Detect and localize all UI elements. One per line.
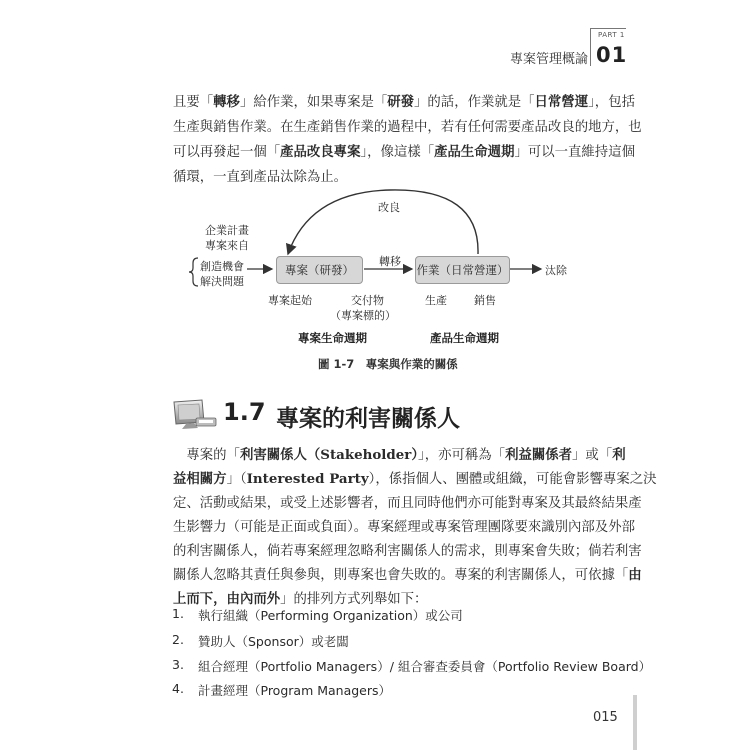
body-line: 益相關方」（Interested Party），係指個人、團體或組織，可能會影響專案之決 [173,471,657,487]
page-edge-bar [633,695,637,750]
left-label-source: 專案來自 [205,239,249,252]
body-line: 的利害關係人，倘若專案經理忽略利害關係人的需求，則專案會失敗；倘若利害 [173,544,642,559]
body-line: 上而下，由內而外」的排列方式列舉如下： [173,591,428,607]
intro-line: 生產與銷售作業。在生產銷售作業的過程中，若有任何需要產品改良的地方，也 [173,120,642,135]
list-item: 組合經理（Portfolio Managers）/ 組合審查委員會（Portfolio Review Board） [198,659,652,674]
operation-box: 作業（日常營運） [415,256,510,284]
left-brace [189,258,198,286]
intro-line: 且要「轉移」給作業，如果專案是「研發」的話，作業就是「日常營運」，包括 [173,94,635,110]
header-title: 專案管理概論 [509,52,588,67]
deliverable-label: 交付物 [351,294,384,307]
list-item-number: 2. [172,632,184,647]
retire-label: 汰除 [545,264,567,277]
list-item-number: 3. [172,657,184,672]
section-title: 專案的利害關係人 [276,406,460,432]
monitor-icon [172,398,218,430]
list-item-number: 4. [172,681,184,696]
improve-label: 改良 [378,201,400,214]
list-item: 計畫經理（Program Managers） [198,683,392,698]
sales-label: 銷售 [474,294,496,307]
body-line: 定、活動或結果，或受上述影響者，而且同時他們亦可能對專案及其最終結果產 [173,496,642,511]
project-lifecycle-label: 專案生命週期 [298,331,367,345]
project-box: 專案（研發） [276,256,363,284]
left-label-problem: 解決問題 [200,275,244,288]
part-label: PART 1 [598,31,625,39]
intro-line: 可以再發起一個「產品改良專案」，像這樣「產品生命週期」可以一直維持這個 [173,144,635,160]
left-label-plan: 企業計畫 [205,224,249,237]
part-number: 01 [596,43,628,67]
production-label: 生產 [425,294,447,307]
body-line: 關係人忽略其責任與參與，則專案也會失敗的。專案的利害關係人，可依據「由 [173,567,642,583]
list-item: 贊助人（Sponsor）或老闆 [198,634,349,649]
page-number: 015 [593,710,618,725]
body-line: 專案的「利害關係人（Stakeholder）」，亦可稱為「利益關係者」或「利 [173,447,626,463]
left-label-opportunity: 創造機會 [200,260,244,273]
intro-line: 循環，一直到產品汰除為止。 [173,170,348,185]
section-number: 1.7 [223,398,266,426]
product-lifecycle-label: 產品生命週期 [430,331,499,345]
transfer-label: 轉移 [379,255,401,268]
list-item-number: 1. [172,606,184,621]
body-line: 生影響力（可能是正面或負面）。專案經理或專案管理團隊要來識別內部及外部 [173,520,635,535]
project-start-label: 專案起始 [268,294,312,307]
figure-caption: 圖 1-7 專案與作業的關係 [318,357,458,371]
deliverable-sub-label: （專案標的） [330,309,396,322]
list-item: 執行組織（Performing Organization）或公司 [198,608,463,623]
